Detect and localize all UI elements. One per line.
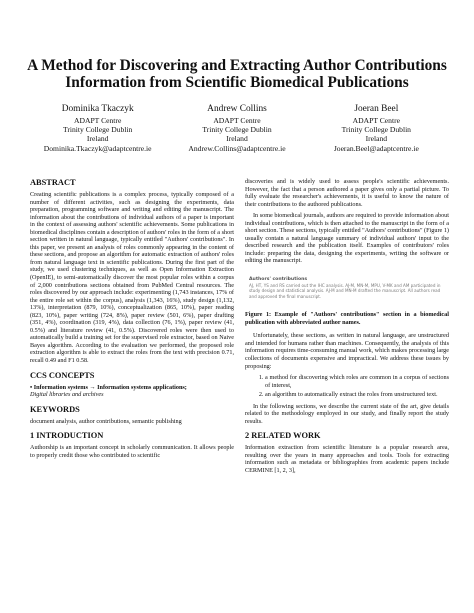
- author-block: [28, 104, 446, 153]
- author-email[interactable]: Andrew.Collins@adaptcentre.ie: [188, 143, 286, 153]
- right-column: [245, 178, 449, 479]
- left-column: [30, 178, 234, 463]
- author-affiliation: ADAPT Centre: [352, 116, 400, 125]
- author-affiliation: Ireland: [226, 134, 248, 144]
- keywords-text: document analysis, author contributions, semantic publishing: [30, 417, 182, 425]
- figure-1: [245, 273, 449, 305]
- author-affiliation: ADAPT Centre: [74, 116, 122, 125]
- contribution-list: [245, 374, 449, 399]
- paper-title: A Method for Discovering and Extracting Author Contributions Information from Scientific Biomedical Publications: [27, 57, 447, 91]
- list-item: 1. a method for discovering which roles are common in a corpus of sections of interest,: [265, 374, 449, 389]
- introduction-text: Authorship is an important concept in scholarly communication. It allows people to properly credit those who contributed to scientific: [30, 444, 234, 459]
- author-affiliation: ADAPT Centre: [213, 116, 261, 125]
- list-item: 2. an algorithm to automatically extract the roles from unstructured text.: [265, 391, 449, 399]
- abstract-heading: ABSTRACT: [30, 178, 76, 187]
- introduction-heading: 1 INTRODUCTION: [30, 431, 104, 441]
- author-name: Joeran Beel: [354, 104, 399, 114]
- body-paragraph: In the following sections, we describe the current state of the art, give details related to the methodology employed in our study, and finally report the study results.: [245, 402, 449, 425]
- figure-title: Authors' contributions: [249, 277, 308, 283]
- author-affiliation: Ireland: [365, 134, 388, 144]
- ccs-concept-sub: Digital libraries and archives: [30, 391, 104, 399]
- author-affiliation: Trinity College Dublin: [341, 125, 411, 135]
- author-name: Andrew Collins: [207, 104, 267, 114]
- author-email[interactable]: Dominika.Tkaczyk@adaptcentre.ie: [43, 143, 152, 153]
- author-affiliation: Trinity College Dublin: [202, 125, 272, 135]
- author-name: Dominika Tkaczyk: [61, 104, 134, 114]
- author-affiliation: Ireland: [86, 134, 109, 144]
- author-affiliation: Trinity College Dublin: [62, 125, 133, 135]
- author-1: [28, 104, 167, 153]
- abstract-text: Creating scientific publications is a complex process, typically composed of a number of different activities, such as designing the experiments, data preparation, programming software and writing and editing the manuscript. The information about the contributions of individual authors of a paper is important in the context of assessing authors' scientific achievements. Some publications in biomedical disciplines contain a description of authors' roles in the form of a short section written in natural language, typically entitled "Authors' contributions". In this paper, we present an analysis of roles commonly appearing in the content of these sections, and propose an algorithm for automatic extraction of authors' roles from natural language text in scientific publications. During the first part of the study, we used clustering techniques, as well as Open Information Extraction (OpenIE), to semi-automatically discover the most popular roles within a corpus of 2,000 contributions sections obtained from PubMed Central resources. The roles discovered by our approach include: experimenting (1,743 instances, 17% of the entire role set within the corpus), analysis (1,343, 16%), study design (1,132, 13%), interpretation (879, 10%), conceptualization (865, 10%), paper reading (823, 10%), paper writing (724, 8%), paper review (501, 6%), paper drafting (351, 4%), coordination (319, 4%), data collection (76, 1%), paper review (41, 0.5%) and literature review (41, 0.5%). Discovered roles were then used to automatically build a training set for the supervised role extractor, based on Naive Bayes algorithm. According to the evaluation we performed, the proposed role extraction algorithm is able to extract the roles from the text with precision 0.71, recall 0.49 and F1 0.58.: [30, 191, 234, 365]
- figure-text: AJ, HT, YS and RS carried out the IHC analysis. AJ-M, MN-M, MPU, V-MK and AM participated in study design and statistical analysis. AJ-M and MN-M drafted the manuscript. All authors read and approved the final manuscript.: [249, 283, 441, 299]
- author-email[interactable]: Joeran.Beel@adaptcentre.ie: [333, 143, 419, 153]
- author-3: [307, 104, 446, 153]
- figure-caption: Figure 1: Example of "Authors' contributions" section in a biomedical publication with abbreviated author names.: [245, 311, 449, 326]
- related-work-text: Information extraction from scientific literature is a popular research area, resulting over the years in many approaches and tools. Tools for extracting information such as metadata or bibliographies from academic papers include CERMINE [1, 2, 3],: [245, 444, 449, 474]
- related-work-heading: 2 RELATED WORK: [245, 431, 321, 441]
- author-2: [167, 104, 306, 153]
- keywords-heading: KEYWORDS: [30, 404, 80, 414]
- ccs-concept: • Information systems → Information systems applications;: [30, 383, 187, 391]
- body-paragraph: Unfortunately, these sections, as written in natural language, are unstructured and intended for humans rather than machines. Consequently, the analysis of this information requires time-consuming manual work, which makes processing large collections of documents expensive and impractical. We address these issues by proposing:: [245, 332, 449, 370]
- body-paragraph: In some biomedical journals, authors are required to provide information about individual contributions, which is then attached to the manuscript in the form of a short section. These sections, typically entitled "Authors' contributions" (Figure 1) usually contain a natural language summary of individual authors' input to the described research and the publication itself. Examples of contributors' roles include: preparing the data, designing the experiments, writing the software or editing the manuscript.: [245, 212, 449, 265]
- ccs-heading: CCS CONCEPTS: [30, 370, 95, 380]
- body-paragraph: discoveries and is widely used to assess people's scientific achievements. However, the fact that a person authored a paper gives only a partial picture. To fully evaluate the researcher's achievements, it is useful to know the nature of their contributions to the authored publications.: [245, 178, 449, 208]
